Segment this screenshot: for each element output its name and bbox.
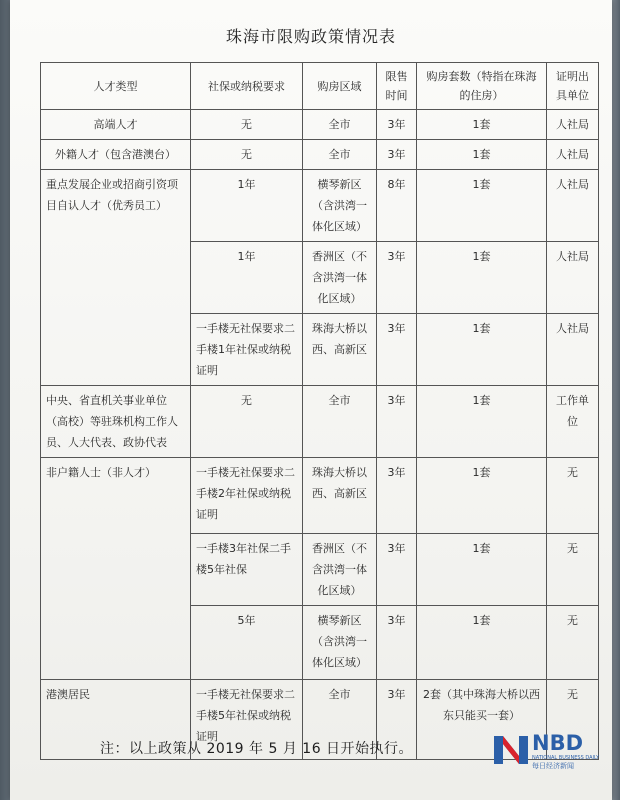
cell-limit: 3年 bbox=[377, 110, 417, 140]
cell-limit: 3年 bbox=[377, 386, 417, 458]
cell-talent-type: 中央、省直机关事业单位（高校）等驻珠机构工作人员、人大代表、政协代表 bbox=[41, 386, 191, 458]
table-row bbox=[41, 170, 599, 242]
cell-count: 1套 bbox=[417, 386, 547, 458]
cell-social: 一手楼无社保要求二手楼5年社保或纳税证明 bbox=[191, 680, 303, 760]
cell-area: 珠海大桥以西、高新区 bbox=[303, 458, 377, 534]
cell-area: 全市 bbox=[303, 386, 377, 458]
cell-limit: 3年 bbox=[377, 606, 417, 680]
table-row bbox=[41, 386, 599, 458]
cell-social: 一手楼无社保要求二手楼2年社保或纳税证明 bbox=[191, 458, 303, 534]
header-purchase-count: 购房套数（特指在珠海的住房） bbox=[417, 63, 547, 110]
cell-talent-type: 外籍人才（包含港澳台） bbox=[41, 140, 191, 170]
cell-social: 无 bbox=[191, 386, 303, 458]
cell-cert: 无 bbox=[547, 458, 599, 534]
cell-limit: 3年 bbox=[377, 458, 417, 534]
cell-cert: 无 bbox=[547, 534, 599, 606]
cell-cert: 人社局 bbox=[547, 314, 599, 386]
policy-table bbox=[40, 62, 599, 760]
cell-limit: 3年 bbox=[377, 140, 417, 170]
cell-social: 无 bbox=[191, 110, 303, 140]
header-sale-limit: 限售时间 bbox=[377, 63, 417, 110]
document-paper bbox=[10, 0, 612, 800]
cell-count: 2套（其中珠海大桥以西东只能买一套） bbox=[417, 680, 547, 760]
header-social-security: 社保或纳税要求 bbox=[191, 63, 303, 110]
cell-cert: 无 bbox=[547, 680, 599, 760]
cell-area: 横琴新区（含洪湾一体化区域） bbox=[303, 606, 377, 680]
nbd-logo-mark-icon bbox=[494, 734, 528, 764]
cell-limit: 3年 bbox=[377, 242, 417, 314]
nbd-logo bbox=[494, 733, 604, 769]
cell-limit: 3年 bbox=[377, 314, 417, 386]
header-talent-type: 人才类型 bbox=[41, 63, 191, 110]
cell-cert: 人社局 bbox=[547, 242, 599, 314]
header-purchase-area: 购房区域 bbox=[303, 63, 377, 110]
cell-count: 1套 bbox=[417, 458, 547, 534]
cell-area: 全市 bbox=[303, 680, 377, 760]
table-header-row bbox=[41, 63, 599, 110]
cell-count: 1套 bbox=[417, 314, 547, 386]
page-title: 珠海市限购政策情况表 bbox=[225, 27, 396, 46]
cell-cert: 无 bbox=[547, 606, 599, 680]
cell-area: 全市 bbox=[303, 110, 377, 140]
table-row bbox=[41, 458, 599, 534]
cell-social: 5年 bbox=[191, 606, 303, 680]
cell-talent-type: 高端人才 bbox=[41, 110, 191, 140]
footnote: 注：以上政策从 2019 年 5 月 16 日开始执行。 bbox=[100, 741, 414, 757]
cell-area: 香洲区（不含洪湾一体化区域） bbox=[303, 534, 377, 606]
nbd-logo-text: NBD bbox=[532, 731, 584, 755]
cell-cert: 工作单位 bbox=[547, 386, 599, 458]
cell-count: 1套 bbox=[417, 242, 547, 314]
cell-area: 全市 bbox=[303, 140, 377, 170]
cell-social: 一手楼3年社保二手楼5年社保 bbox=[191, 534, 303, 606]
header-certifying-unit: 证明出具单位 bbox=[547, 63, 599, 110]
cell-area: 香洲区（不含洪湾一体化区域） bbox=[303, 242, 377, 314]
cell-count: 1套 bbox=[417, 170, 547, 242]
cell-social: 无 bbox=[191, 140, 303, 170]
cell-count: 1套 bbox=[417, 606, 547, 680]
cell-talent-type: 港澳居民 bbox=[41, 680, 191, 760]
cell-count: 1套 bbox=[417, 534, 547, 606]
nbd-logo-subtitle: NATIONAL BUSINESS DAILY bbox=[532, 755, 600, 761]
cell-limit: 8年 bbox=[377, 170, 417, 242]
cell-talent-type: 非户籍人士（非人才） bbox=[41, 458, 191, 680]
cell-count: 1套 bbox=[417, 140, 547, 170]
cell-area: 横琴新区（含洪湾一体化区域） bbox=[303, 170, 377, 242]
cell-talent-type: 重点发展企业或招商引资项目自认人才（优秀员工） bbox=[41, 170, 191, 386]
cell-social: 1年 bbox=[191, 170, 303, 242]
cell-cert: 人社局 bbox=[547, 140, 599, 170]
nbd-logo-chinese: 每日经济新闻 bbox=[532, 762, 574, 770]
table-row bbox=[41, 140, 599, 170]
cell-cert: 人社局 bbox=[547, 110, 599, 140]
cell-cert: 人社局 bbox=[547, 170, 599, 242]
cell-count: 1套 bbox=[417, 110, 547, 140]
cell-social: 1年 bbox=[191, 242, 303, 314]
cell-social: 一手楼无社保要求二手楼1年社保或纳税证明 bbox=[191, 314, 303, 386]
cell-limit: 3年 bbox=[377, 534, 417, 606]
cell-limit: 3年 bbox=[377, 680, 417, 760]
cell-area: 珠海大桥以西、高新区 bbox=[303, 314, 377, 386]
table-row bbox=[41, 110, 599, 140]
